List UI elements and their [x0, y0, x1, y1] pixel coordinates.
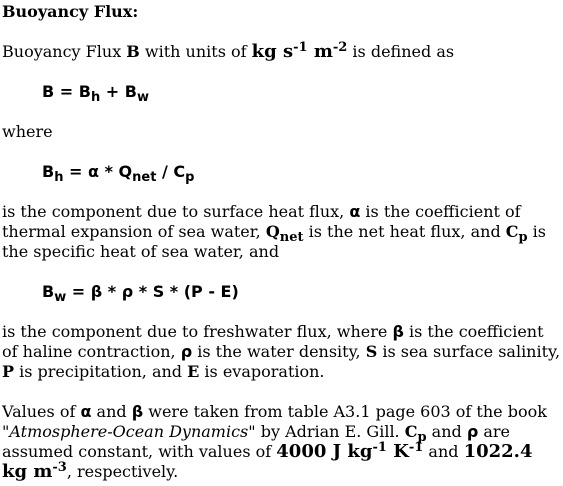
p3-text-5: is precipitation, and	[14, 362, 188, 381]
symbol-beta-2: β	[131, 402, 144, 421]
eq1-plus: + B	[100, 82, 137, 101]
p3-text-6: is evaporation.	[199, 362, 325, 381]
eq1-sub-w: w	[136, 90, 149, 105]
equation-freshwater-component	[42, 282, 561, 305]
p2-text-1: is the component due to surface heat flux,	[2, 202, 350, 221]
symbol-P: P	[2, 362, 15, 381]
eq1-sub-h: h	[90, 90, 101, 105]
intro-paragraph	[2, 42, 561, 62]
p2-text-2: is the coefficient of thermal expansion of sea water,	[2, 202, 521, 241]
symbol-Q	[265, 222, 304, 245]
value-specific-heat	[276, 441, 423, 462]
where-text: where	[2, 122, 53, 141]
section-title: Buoyancy Flux:	[2, 2, 139, 21]
symbol-C-sub: p	[518, 230, 528, 245]
eq2-div: / C	[156, 162, 186, 181]
p4-text-5: and	[426, 422, 467, 441]
intro-text-3: is defined as	[347, 42, 455, 61]
freshwater-component-paragraph	[2, 322, 561, 382]
symbol-E: E	[187, 362, 200, 381]
equation-heat-component	[42, 162, 561, 185]
p4-text-2: and	[91, 402, 132, 421]
value-specific-heat-text: 4000 J kg	[276, 441, 373, 462]
unit-kg-s-text: kg s	[251, 41, 294, 62]
equation-buoyancy-total	[42, 82, 561, 105]
eq3-sub-w: w	[54, 290, 67, 305]
symbol-Q-sub: net	[279, 230, 304, 245]
p4-text-8: , respectively.	[66, 462, 179, 481]
unit-m-text: m	[307, 41, 333, 62]
heat-component-paragraph	[2, 202, 561, 262]
symbol-alpha-2: α	[80, 402, 92, 421]
p3-text-4: is sea surface salinity,	[377, 342, 561, 361]
intro-text-1: Buoyancy Flux	[2, 42, 127, 61]
symbol-C-2-sub: p	[417, 430, 427, 445]
symbol-C-2	[404, 422, 427, 445]
eq2-sub-net: net	[132, 170, 157, 185]
value-specific-heat-exp2: -1	[408, 440, 424, 455]
unit-exp-1: -1	[293, 40, 308, 55]
p4-text-3: were taken from table A3.1 page 603 of the book "	[2, 402, 547, 441]
p2-text-4: is the specific heat of sea water, and	[2, 222, 547, 261]
p4-text-4: " by Adrian E. Gill.	[248, 422, 405, 441]
intro-text-2: with units of	[139, 42, 252, 61]
eq3-lhs: B	[42, 282, 55, 301]
symbol-alpha: α	[349, 202, 361, 221]
symbol-rho: ρ	[180, 342, 193, 361]
symbol-beta: β	[392, 322, 404, 341]
symbol-Q-text: Q	[265, 222, 280, 241]
unit-kg-s	[252, 41, 348, 62]
p2-text-3: is the net heat flux, and	[303, 222, 506, 241]
symbol-B: B	[126, 42, 140, 61]
value-specific-heat-K: K	[386, 441, 409, 462]
symbol-C-text: C	[505, 222, 519, 241]
eq2-lhs: B	[42, 162, 55, 181]
unit-exp-2: -2	[332, 40, 348, 55]
p3-text-2: is the coefficient of haline contraction,	[2, 322, 544, 361]
symbol-S: S	[365, 342, 378, 361]
eq2-sub-p: p	[185, 170, 195, 185]
book-title: Atmosphere-Ocean Dynamics	[9, 422, 249, 441]
p4-text-1: Values of	[2, 402, 81, 421]
eq3-rhs: = β * ρ * S * (P - E)	[66, 282, 239, 301]
values-paragraph	[2, 402, 561, 482]
symbol-rho-2: ρ	[466, 422, 479, 441]
p3-text-3: is the water density,	[192, 342, 366, 361]
eq2-mid: = α * Q	[63, 162, 133, 181]
value-density-text: 1022.4 kg m	[2, 441, 533, 482]
value-specific-heat-exp1: -1	[372, 440, 387, 455]
p4-text-6: are assumed constant, with values of	[2, 422, 511, 461]
p3-text-1: is the component due to freshwater flux, where	[2, 322, 393, 341]
value-density-exp: -3	[52, 460, 67, 475]
eq2-sub-h: h	[54, 170, 64, 185]
eq1-lhs: B = B	[42, 82, 91, 101]
symbol-C-2-text: C	[404, 422, 418, 441]
p4-text-7: and	[423, 442, 464, 461]
symbol-C	[505, 222, 528, 245]
